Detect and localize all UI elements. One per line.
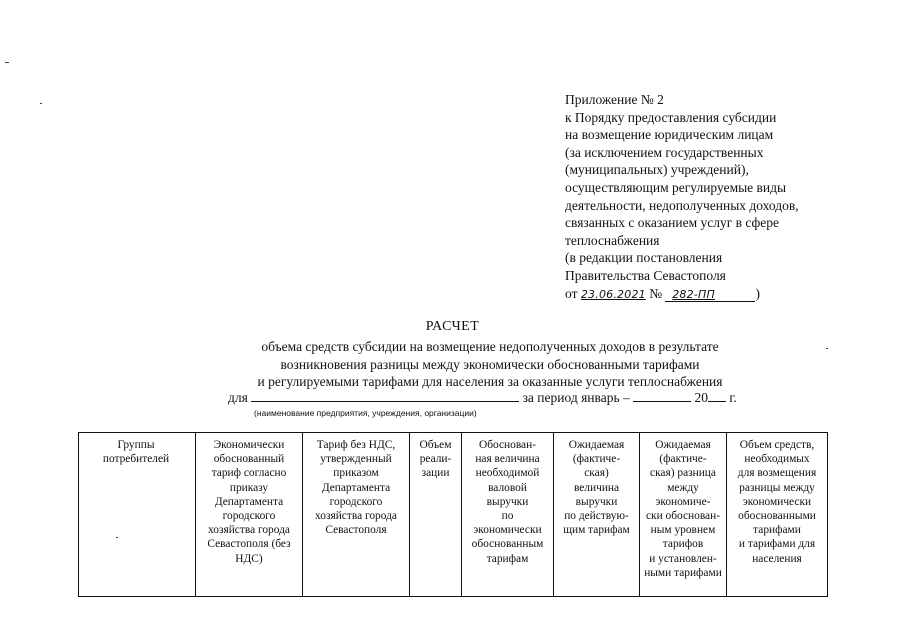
header-text: Тариф без НДС, утвержденный приказом Департамента городского хозяйства города Севастополя (315, 439, 397, 537)
year-prefix: 20 (694, 390, 708, 405)
decree-date-line (565, 285, 865, 304)
organization-blank[interactable] (251, 389, 519, 402)
column-header-economic-tariff (196, 433, 303, 597)
scan-speck (826, 348, 828, 349)
column-header-expected-difference (640, 433, 727, 597)
header-text: Экономически обоснованный тариф согласно приказу Департамента городского хозяйства города Севастополя (без НДС) (207, 439, 291, 565)
document-subtitle (200, 338, 780, 391)
header-text: Обоснован- ная величина необходимой валовой выручки по экономически обоснованным тарифам (471, 439, 544, 565)
appendix-line: на возмещение юридическим лицам (565, 127, 774, 143)
scan-speck (40, 103, 42, 104)
column-header-volume (410, 433, 462, 597)
appendix-line: Приложение № 2 (565, 92, 664, 107)
decree-number: 282-ПП (672, 287, 715, 301)
for-label: для (228, 390, 248, 405)
appendix-line: (за исключением государственных (565, 144, 764, 160)
calculation-table (78, 432, 828, 597)
header-text: Ожидаемая (фактиче- ская) величина выручки по действую- щим тарифам (563, 439, 630, 537)
appendix-line: теплоснабжения (565, 232, 660, 248)
appendix-line: Правительства Севастополя (565, 267, 726, 283)
appendix-line: связанных с оказанием услуг в сфере (565, 215, 780, 231)
appendix-header (565, 91, 865, 303)
header-text: Группы потребителей (102, 439, 170, 466)
table-header-row (79, 433, 828, 597)
year-suffix: г. (729, 390, 737, 405)
decree-number-field (665, 287, 755, 302)
column-header-approved-tariff (303, 433, 410, 597)
period-label: за период январь – (522, 390, 630, 405)
column-header-required-revenue (462, 433, 554, 597)
number-label: № (649, 285, 663, 301)
appendix-line: (муниципальных) учреждений), (565, 162, 749, 178)
month-blank[interactable] (633, 389, 691, 402)
subtitle-line: возникновения разницы между экономически обоснованными тарифами (280, 356, 700, 372)
appendix-line: осуществляющим регулируемые виды (565, 179, 787, 195)
column-header-consumer-groups (79, 433, 196, 597)
appendix-line: к Порядку предоставления субсидии (565, 109, 777, 125)
column-header-subsidy-volume (727, 433, 828, 597)
organization-period-line (228, 389, 737, 406)
decree-date: 23.06.2021 (580, 287, 646, 301)
subtitle-line: объема средств субсидии на возмещение недополученных доходов в результате (261, 339, 719, 354)
appendix-line: (в редакции постановления (565, 250, 723, 266)
scan-speck (5, 62, 9, 63)
closing-paren: ) (755, 285, 760, 301)
appendix-line: деятельности, недополученных доходов, (565, 197, 799, 213)
header-text: Ожидаемая (фактиче- ская) разница между экономиче- ски обоснован- ным уровнем тарифов и установлен- ными тарифами (644, 439, 722, 579)
year-blank[interactable] (708, 389, 726, 402)
header-text: Объем средств, необходимых для возмещения разницы между экономически обоснованными тарифами и тарифами для населения (737, 439, 817, 565)
subtitle-line: и регулируемыми тарифами для населения за оказанные услуги теплоснабжения (257, 374, 723, 389)
column-header-expected-revenue (554, 433, 640, 597)
date-prefix: от (565, 285, 578, 301)
organization-caption: (наименование предприятия, учреждения, организации) (254, 408, 477, 418)
header-text: Объем реали- зации (419, 439, 452, 480)
document-title: РАСЧЕТ (425, 319, 480, 334)
